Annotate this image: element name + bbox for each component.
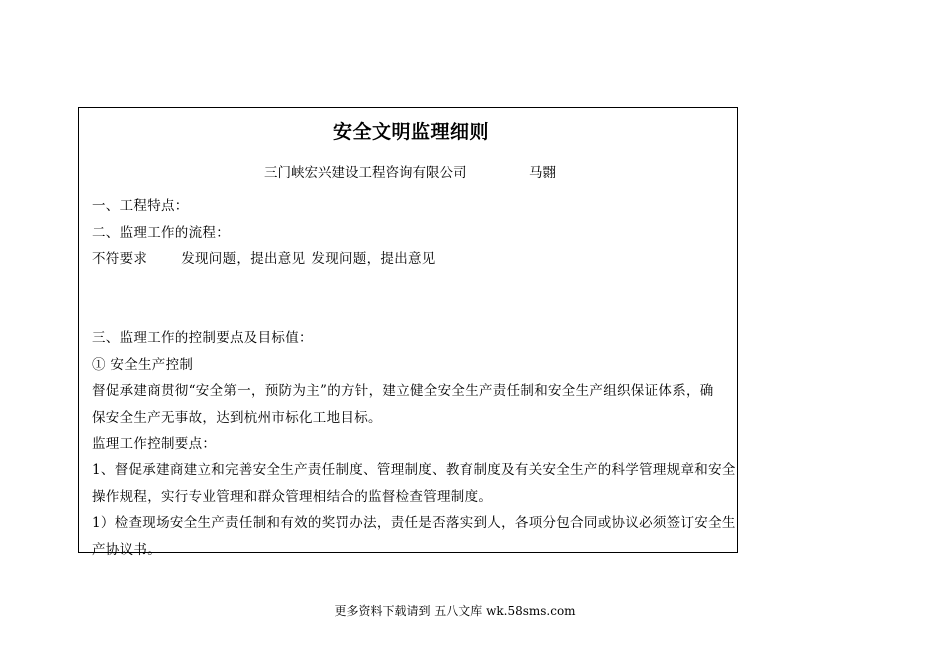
flow-step-issue-1: 发现问题，提出意见 — [181, 251, 306, 267]
item-1-title: ① 安全生产控制 — [92, 357, 194, 373]
flow-step-nonconforming: 不符要求 — [92, 251, 148, 267]
footer-link-text: 更多资料下载请到 五八文库 wk.58sms.com — [334, 604, 576, 618]
point-1-line-2: 操作规程，实行专业管理和群众管理相结合的监督检查管理制度。 — [92, 489, 493, 505]
flow-step-issue-2: 发现问题，提出意见 — [311, 251, 436, 267]
section-heading-2: 二、监理工作的流程： — [92, 225, 230, 241]
point-1-line-1: 1、督促承建商建立和完善安全生产责任制度、管理制度、教育制度及有关安全生产的科学管理规章和安全 — [92, 462, 736, 478]
section-heading-1: 一、工程特点： — [92, 198, 189, 214]
sub-point-1-line-2: 产协议书。 — [92, 542, 161, 558]
document-frame — [78, 107, 738, 558]
document-title: 安全文明监理细则 — [332, 121, 489, 143]
company-name: 三门峡宏兴建设工程咨询有限公司 — [264, 165, 467, 181]
control-points-title: 监理工作控制要点： — [92, 436, 217, 452]
flow-line — [92, 247, 732, 267]
paragraph-1-line-2: 保安全生产无事故，达到杭州市标化工地目标。 — [92, 410, 382, 426]
section-heading-3: 三、监理工作的控制要点及目标值： — [92, 330, 313, 346]
sub-point-1-line-1: 1）检查现场安全生产责任制和有效的奖罚办法，责任是否落实到人，各项分包合同或协议必须签订安全生 — [92, 515, 736, 531]
author-name: 马翾 — [529, 165, 556, 181]
paragraph-1-line-1: 督促承建商贯彻“安全第一，预防为主”的方针，建立健全安全生产责任制和安全生产组织保证体系，确 — [92, 383, 714, 399]
